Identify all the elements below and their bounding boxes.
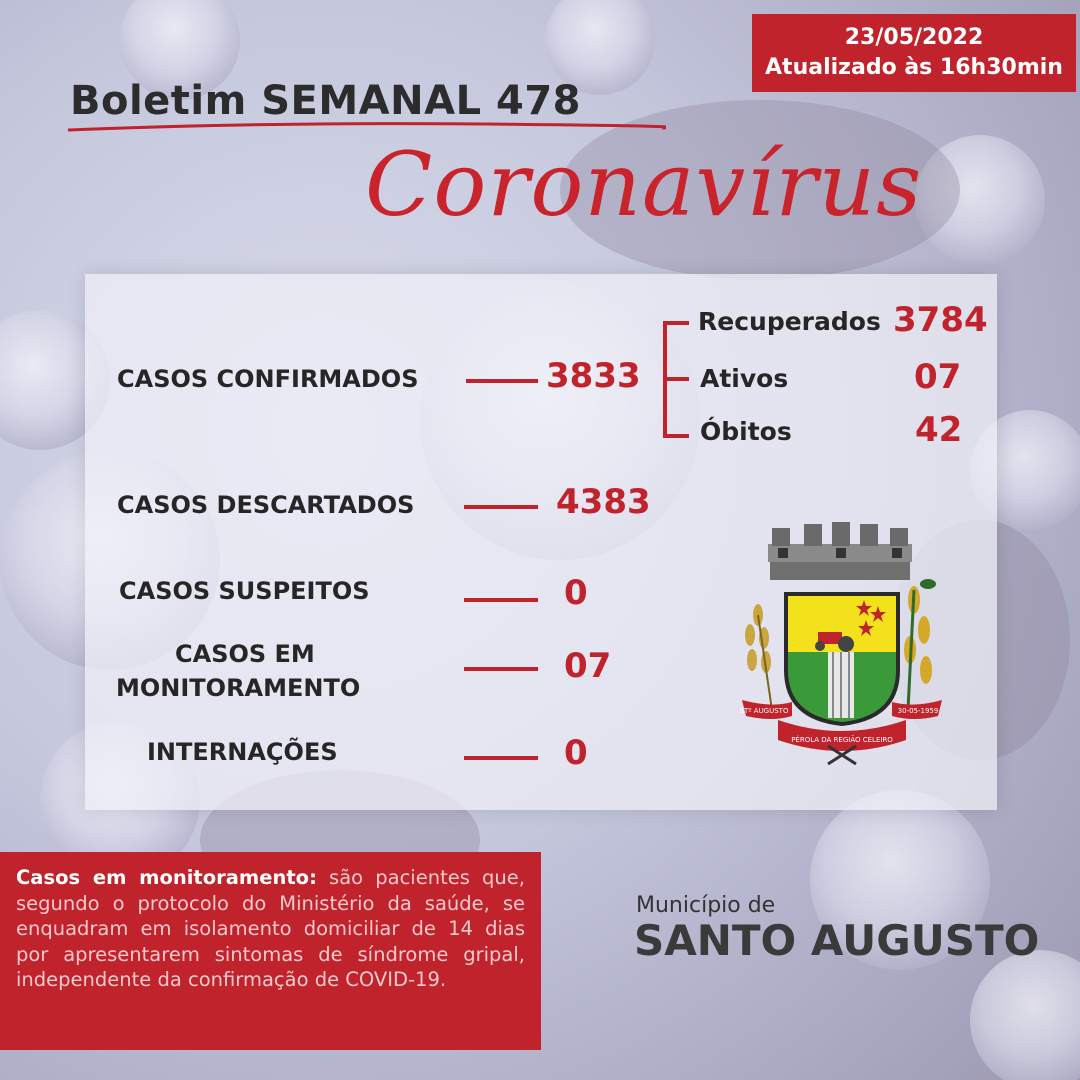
bracket-tick-active — [663, 377, 689, 381]
monitoring-label-line1: CASOS EM — [175, 640, 315, 668]
discarded-dash — [464, 505, 538, 509]
active-value: 07 — [914, 357, 962, 397]
coronavirus-heading: Coronavírus — [365, 133, 923, 236]
recovered-label: Recuperados — [698, 307, 881, 336]
municipal-coat-of-arms — [732, 520, 952, 765]
deaths-label: Óbitos — [700, 417, 792, 446]
date-badge — [752, 14, 1076, 92]
suspected-label: CASOS SUSPEITOS — [119, 577, 370, 605]
monitoring-note-box — [0, 852, 541, 1050]
bulletin-title: Boletim SEMANAL 478 — [70, 78, 581, 124]
discarded-value: 4383 — [556, 482, 651, 522]
hospitalizations-dash — [464, 756, 538, 760]
hospitalizations-label: INTERNAÇÕES — [147, 738, 338, 766]
recovered-value: 3784 — [893, 300, 988, 340]
confirmed-label: CASOS CONFIRMADOS — [117, 365, 419, 393]
confirmed-dash — [466, 379, 538, 383]
deaths-value: 42 — [915, 410, 963, 450]
note-title: Casos em monitoramento: — [16, 866, 317, 889]
municipality-prefix: Município de — [636, 893, 776, 918]
updated-time-text: Atualizado às 16h30min — [765, 55, 1063, 80]
date-text: 23/05/2022 — [844, 25, 984, 50]
soybean-icon — [904, 579, 936, 710]
note-text: são pacientes que, segundo o protocolo do Ministério da saúde, se enquadram em isolamento domiciliar de 14 dias por apresentarem sintomas de síndrome gripal, independente da confirmação de COVID-19. — [16, 866, 525, 991]
bracket-tick-deaths — [663, 434, 689, 438]
hospitalizations-value: 0 — [564, 733, 588, 773]
confirmed-value: 3833 — [546, 356, 641, 396]
discarded-label: CASOS DESCARTADOS — [117, 491, 415, 519]
wheat-icon — [745, 604, 772, 710]
suspected-dash — [464, 598, 538, 602]
crest-right-ribbon-text: 30-05-1959 — [897, 707, 939, 715]
crown-icon — [768, 522, 912, 580]
active-label: Ativos — [700, 364, 789, 393]
monitoring-value: 07 — [564, 646, 612, 686]
bracket-tick-recovered — [663, 321, 689, 325]
crest-left-ribbon-text: STº AUGUSTO — [739, 707, 789, 715]
crest-bottom-ribbon-text: PÉROLA DA REGIÃO CELEIRO — [791, 736, 893, 744]
monitoring-dash — [464, 667, 538, 671]
municipality-name: SANTO AUGUSTO — [634, 916, 1040, 965]
suspected-value: 0 — [564, 573, 588, 613]
monitoring-label-line2: MONITORAMENTO — [116, 674, 361, 702]
